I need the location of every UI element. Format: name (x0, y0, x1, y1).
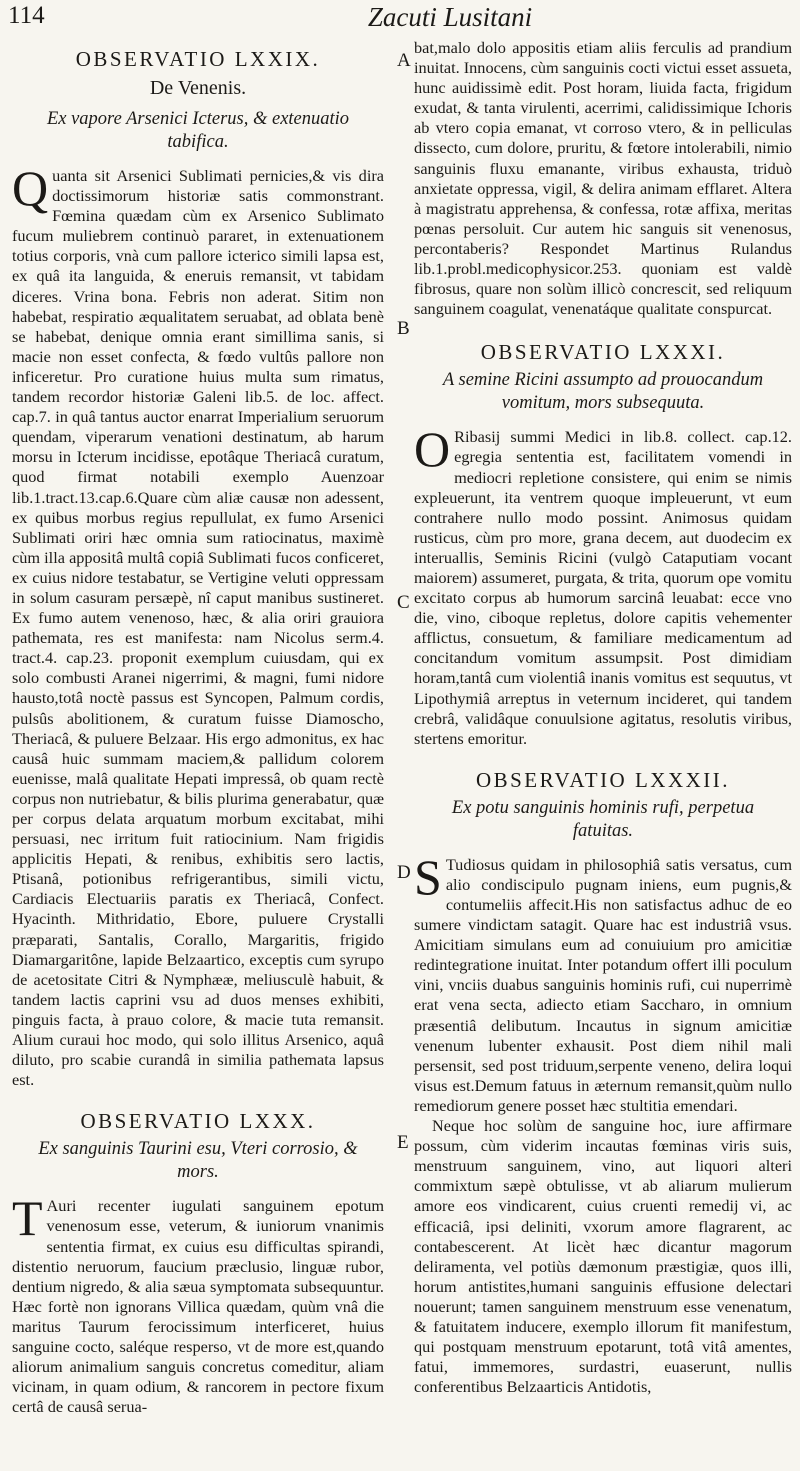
observation-80-text: Auri recenter iugulati sanguinem epotum venenosum esse, veterum, & iuniorum vnanimis sententia firmat, ex cuius esu difficultas spirandi, distentio neruorum, faucium præclusio, linguæ rubor, dentium nigredo, & alia sæua symptomata subsequuntur. Hæc fortè non ignorans Villica quædam, quùm vnâ die maritus Taurum ferocissimum interficeret, huius sanguine cocto, saléque respersο, vt de more est,quando aliorum animalium sanguis concretus comeditur, aliam vicinam, in quam odium, & rancorem in pectore fixum certâ de causâ serua- (12, 1196, 384, 1417)
right-column (414, 38, 792, 1397)
observation-79-body (12, 160, 384, 1090)
observation-82-description: Ex potu sanguinis hominis rufi, perpetua fatuitas. (451, 797, 755, 841)
dropcap-q: Q (12, 160, 49, 216)
observation-82-text: Tudiosus quidam in philosophiâ satis versatus, cum alio condiscipulo pugnam iniens, eum pugnis,& contumeliis affecit.His non satisfactus adhuc de eo sumere vindictam satagit. Quare hac est industriâ vsus. Amicitiam simulans eum ad conuiuium pro amicitiæ redintegratione inuitat. Inter potandum offert illi poculum vini, vnciis duabus sanguinis hominis rufi, cui nuperrimè erat vena secta, adiecto etiam Sacchаro, in omnium præsentiâ delibutum. Incautus in signum amicitiæ venenum lubenter exhausit. Post diem nihil mali persensit, sed post triduum,serpente veneno, delira loqui visus est.Demum fatuus in æternum remansit,quùm nullo remediorum genere posset hæc stultitia emendari. (414, 854, 792, 1115)
observation-81-text: Ribasij summi Medici in lib.8. collect. cap.12. egregia sententia est, facilitatem vomendi in mediocri repletione consistere, qui enim se nimis expleuerunt, ita ventrem quoque impleuerunt, vt eum contrahere nullo modo possint. Animosus quidam rusticus, cùm pro more, grana decem, aut duodecim ex interuallis, Seminis Ricini (vulgò Cataputiam vocant maiorem) assumeret, purgata, & trita, quorum ope vomitu excitato corpus ab humorum sarcinâ leuabat: ecce vno die, vino, ciboque repletus, dolore capitis vehementer afflictus, consuetum, & familiare medicamentum ad concitandum vomitum assumpsit. Post dimidiam horam,tantâ cum violentiâ inanis vomitus est sequutus, vt Lipothymiâ arreptus in veternum incideret, qui tandem crebrâ, validâque conuulsione agitatus, resolutis viribus, stertens emoritur. (414, 427, 792, 748)
margin-letter-a: A (397, 50, 411, 71)
observation-79-subtitle: De Venenis. (149, 77, 247, 99)
running-title: Zacuti Lusitani (367, 2, 533, 32)
dropcap-s: S (414, 848, 442, 905)
observation-79-description: Ex vapore Arsenici Icterus, & extenuatio tabifica. (46, 109, 350, 152)
left-column (12, 38, 384, 1417)
page-number: 114 (8, 2, 45, 29)
observation-80-continued (414, 38, 792, 319)
observation-79-text: uanta sit Arsenici Sublimati pernicies,& vis dira doctissimorum historiæ satis commonstrant. Fœmina quædam cùm ex Arsenico Sublimato fucum muliebrem continuò pararet, in extenuationem totius corporis, vnà cum pallore icterico simili lapsa est, ex quâ ita languida, & eneruis remansit, vt tabidam diceres. Vrina bona. Febris non aderat. Sitim non habebat, respiratio æqualitatem seruabat, ad oblata benè se habebat, denique omnia erant simillima sanis, si macie non esset confecta, & fœdo vultûs pallore non inficeretur. Pro curatione huius multa sum rimatus, tandem recordor historiæ Galeni lib.5. de loc. affect. cap.7. in quâ tantus auctor enarrat Imperialium seruorum quendam, viperarum venationi destinatum, ab harum morsu in Icterum incidisse, epotâque Theriacâ curatum, quod firmat notabili exemplo Auenzoar lib.1.tract.13.cap.6.Quare cùm aliæ causæ non adessent, ex quibus morbus regius repullulat, ex fumo Arsenici Sublimati oriri hæc omnia sum ratiocinatus, maximè cùm illa appositâ multâ copiâ Sublimati fucos conficeret, ex cuius nidore testabatur, se Vertigine veluti oppressam in solum casuram persæpè, nî caput manibus sustineret. Ex fumo autem venenoso, hæc, & alia oriri grauiora pathemata, res est manifesta: nam Nicolus serm.4. tract.4. cap.23. proponit exemplum cuiusdam, qui ex solo combusti Aranei nigerrimi, & magni, fumi nidore hausto,totâ noctè passus est Syncopen, Palmum cordis, pulsûs abolitionem, & curatum fuisse Diamoscho, Theriacâ, & puluere Belzaar. His ergo admonitus, ex hac causâ huic summam maciem,& pallidum colorem euenisse, malâ qualitate Hepati impressâ, ob quam rectè corpus non nutriebatur, & bilis plurima generabatur, quæ per corpus delata arquatum morbum excitabat, mihi persuasi, nec irritum fuit ratiocinium. Nam frigidis applicitis Hepati, & renibus, exhibitis sero lactis, Ptisanâ, potionibus refrigerantibus, simili victu, Cardiacis Electuariis paratis ex Theriacâ, Confect. Hyacinth. Mithridatio, Ebore, puluere Crystalli præparati, Santalis, Corallo, Margaritis, frigido Diamargaritône, lapide Belzaartico, exceptis cum syrupo de acetositate Citri & Nymphææ, meliusculè habuit, & tandem lactis caprini vsu ad duos menses exhibiti, pinguis facta, à prauo colore, & macie tuta remansit. Alium curaui hoc modo, qui solo illitus Arsenico, aquâ diluto, pro scabie curandâ in similia pathemata lapsus est. (12, 166, 384, 1090)
observation-82-body (414, 848, 792, 1398)
observation-79-title: OBSERVATIO LXXIX. (75, 47, 321, 71)
observation-81-description: A semine Ricini assumpto ad prouocandum vomitum, mors subsequuta. (442, 370, 764, 414)
observation-81-title: OBSERVATIO LXXXI. (480, 340, 726, 365)
observation-81-body (414, 421, 792, 749)
dropcap-o: O (414, 421, 451, 478)
margin-letter-b: B (397, 318, 410, 339)
observation-80-description: Ex sanguinis Taurini esu, Vteri corrosio, & mors. (38, 1139, 358, 1183)
observation-82-text-second-paragraph: Neque hoc solùm de sanguine hoc, iure affirmare possum, cùm viderim incautas fœminas viris suis, menstruum sanguinem, vino, aut liquori alteri commixtum sæpè obtulisse, vt ab aliarum mulierum amore eos vindicarent, cuius cruenti remedij vi, ac efficaciâ, ipsi deliniti, vxorum amore flagrarent, ac contabescerent. At licèt hæc dicantur magorum deliramenta, vel potiùs dæmonum præstigiæ, quos illi, horum antistites,humani sanguinis effusione delectari nouerunt; tamen sanguinem menstruum esse venenatum, & fatuitatem inducere, exemplo illorum fit manifestum, qui postquam menstruum epotarunt, totâ vitâ amentes, fatui, immemores, surdastri, euaserunt, nullis conferentibus Belzaarticis Antidotis, (414, 1116, 792, 1397)
margin-letter-d: D (397, 862, 411, 883)
observation-80-body (12, 1190, 384, 1417)
margin-letter-c: C (397, 592, 410, 613)
dropcap-t: T (12, 1190, 43, 1247)
observation-82-title: OBSERVATIO LXXXII. (475, 767, 731, 792)
observation-80-title: OBSERVATIO LXXX. (80, 1109, 316, 1134)
margin-letter-e: E (397, 1132, 409, 1153)
observation-80-text-continued: bat,malo dolo appositis etiam aliis ferculis ad prandium inuitat. Innocens, cùm sanguinis cocti victui esset assueta, hunc auidissimè edit. Post horam, liuida facta, frigidum exudat, & tanta virulenti, acerrimi, calidissimique Ichoris ab vtero copia emanat, vt corroso vtero, & in pelliculas dissecto, cum dolore, pruritu, & fœtore intolerabili, nimio sanguinis fluxu emanante, viribus exhausta, triduò anxietate oppressa, vigil, & delira animam efflaret. Altera à magistratu apprehensa, & confessa, rotæ affixa, meritas pœnas persoluit. Cur autem hic sanguis sit venenosus, percontaberis? Respondet Martinus Rulandus lib.1.probl.medicophysicor.253. quoniam est valdè fibrosus, quare non solùm illicò concrescit, sed reliquum sanguinem coagulat, venenatáque qualitate conspurcat. (414, 38, 792, 319)
